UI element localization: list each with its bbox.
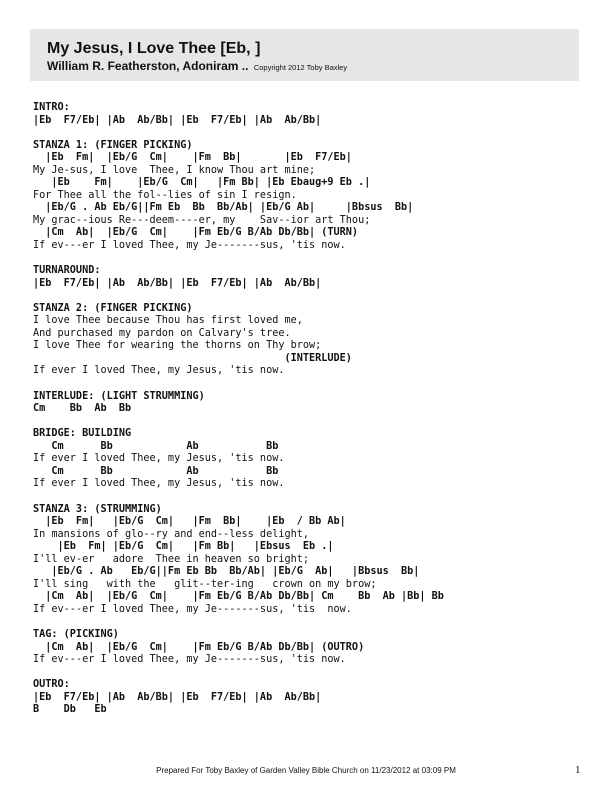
section-heading: STANZA 2: (FINGER PICKING) [33,302,193,314]
blank-line [33,253,593,266]
chord-line: |Eb Fm| |Eb/G Cm| |Fm Bb| |Eb F7/Eb| [33,152,352,164]
section-heading: OUTRO: [33,679,70,691]
blank-line [33,416,593,429]
chord-line: |Cm Ab| |Eb/G Cm| |Fm Eb/G B/Ab Db/Bb| Cm Bb Ab |Bb| Bb [33,591,444,603]
section-heading: TURNAROUND: [33,265,101,277]
chord-line: B Db Eb [33,704,107,716]
chord-line: |Eb Fm| |Eb/G Cm| |Fm Bb| |Eb Ebaug+9 Eb .| [33,177,371,189]
chord-line: |Eb F7/Eb| |Ab Ab/Bb| |Eb F7/Eb| |Ab Ab/Bb| [33,277,322,289]
lyric-line: If ever I loved Thee, my Jesus, 'tis now. [33,478,285,490]
lyric-line: If ever I loved Thee, my Jesus, 'tis now. [33,453,285,465]
song-title: My Jesus, I Love Thee [Eb, ] [47,40,261,57]
chord-line: |Cm Ab| |Eb/G Cm| |Fm Eb/G B/Ab Db/Bb| (OUTRO) [33,641,365,653]
blank-line [33,491,593,504]
chord-line: |Eb F7/Eb| |Ab Ab/Bb| |Eb F7/Eb| |Ab Ab/Bb| [33,691,322,703]
blank-line [33,290,593,303]
blank-line [33,378,593,391]
lyric-line: My Je-sus, I love Thee, I know Thou art mine; [33,164,316,176]
song-header [30,29,579,81]
chord-line: |Eb/G . Ab Eb/G||Fm Eb Bb Bb/Ab| |Eb/G Ab| |Bbsus Bb| [33,566,420,578]
chord-line: |Eb Fm| |Eb/G Cm| |Fm Bb| |Eb / Bb Ab| [33,516,346,528]
chord-line: |Eb F7/Eb| |Ab Ab/Bb| |Eb F7/Eb| |Ab Ab/Bb| [33,114,322,126]
lyric-line: If ev---er I loved Thee, my Je-------sus, 'tis now. [33,654,346,666]
section-heading: STANZA 3: (STRUMMING) [33,503,162,515]
lyric-line: I'll sing with the glit--ter-ing crown on my brow; [33,578,377,590]
section-heading: STANZA 1: (FINGER PICKING) [33,139,193,151]
chord-line: Cm Bb Ab Bb [33,403,132,415]
lyric-line: I love Thee because Thou has first loved me, [33,315,303,327]
section-heading: INTRO: [33,102,70,113]
chord-line: Cm Bb Ab Bb [33,465,279,477]
chord-line: (INTERLUDE) [33,352,352,364]
lyric-line: If ever I loved Thee, my Jesus, 'tis now. [33,365,285,377]
blank-line [33,616,593,629]
prepared-footer: Prepared For Toby Baxley of Garden Valley Bible Church on 11/23/2012 at 03:09 PM [156,766,456,775]
lyric-line: In mansions of glo--ry and end--less delight, [33,528,310,540]
page-number: 1 [575,764,581,776]
blank-line [33,667,593,680]
chord-sheet [33,102,593,717]
chord-line: |Eb/G . Ab Eb/G||Fm Eb Bb Bb/Ab| |Eb/G Ab| |Bbsus Bb| [33,202,414,214]
lyric-line: If ev---er I loved Thee, my Je-------sus, 'tis now. [33,603,352,615]
lyric-line: I love Thee for wearing the thorns on Thy brow; [33,340,322,352]
lyric-line: If ev---er I loved Thee, my Je-------sus, 'tis now. [33,240,346,252]
lyric-line: For Thee all the fol--lies of sin I resign. [33,189,297,201]
song-authors [47,59,347,73]
lyric-line: And purchased my pardon on Calvary's tree. [33,327,291,339]
lyric-line: My grac--ious Re---deem----er, my Sav--ior art Thou; [33,214,371,226]
author-names: William R. Featherston, Adoniram .. [47,59,249,73]
blank-line [33,127,593,140]
chord-line: |Eb Fm| |Eb/G Cm| |Fm Bb| |Ebsus Eb .| [33,541,334,553]
section-heading: BRIDGE: BUILDING [33,428,132,440]
copyright-notice: Copyright 2012 Toby Baxley [253,63,348,72]
chord-line: Cm Bb Ab Bb [33,440,279,452]
section-heading: INTERLUDE: (LIGHT STRUMMING) [33,390,205,402]
chord-line: |Cm Ab| |Eb/G Cm| |Fm Eb/G B/Ab Db/Bb| (TURN) [33,227,359,239]
section-heading: TAG: (PICKING) [33,628,119,640]
lyric-line: I'll ev-er adore Thee in heaven so bright; [33,553,310,565]
